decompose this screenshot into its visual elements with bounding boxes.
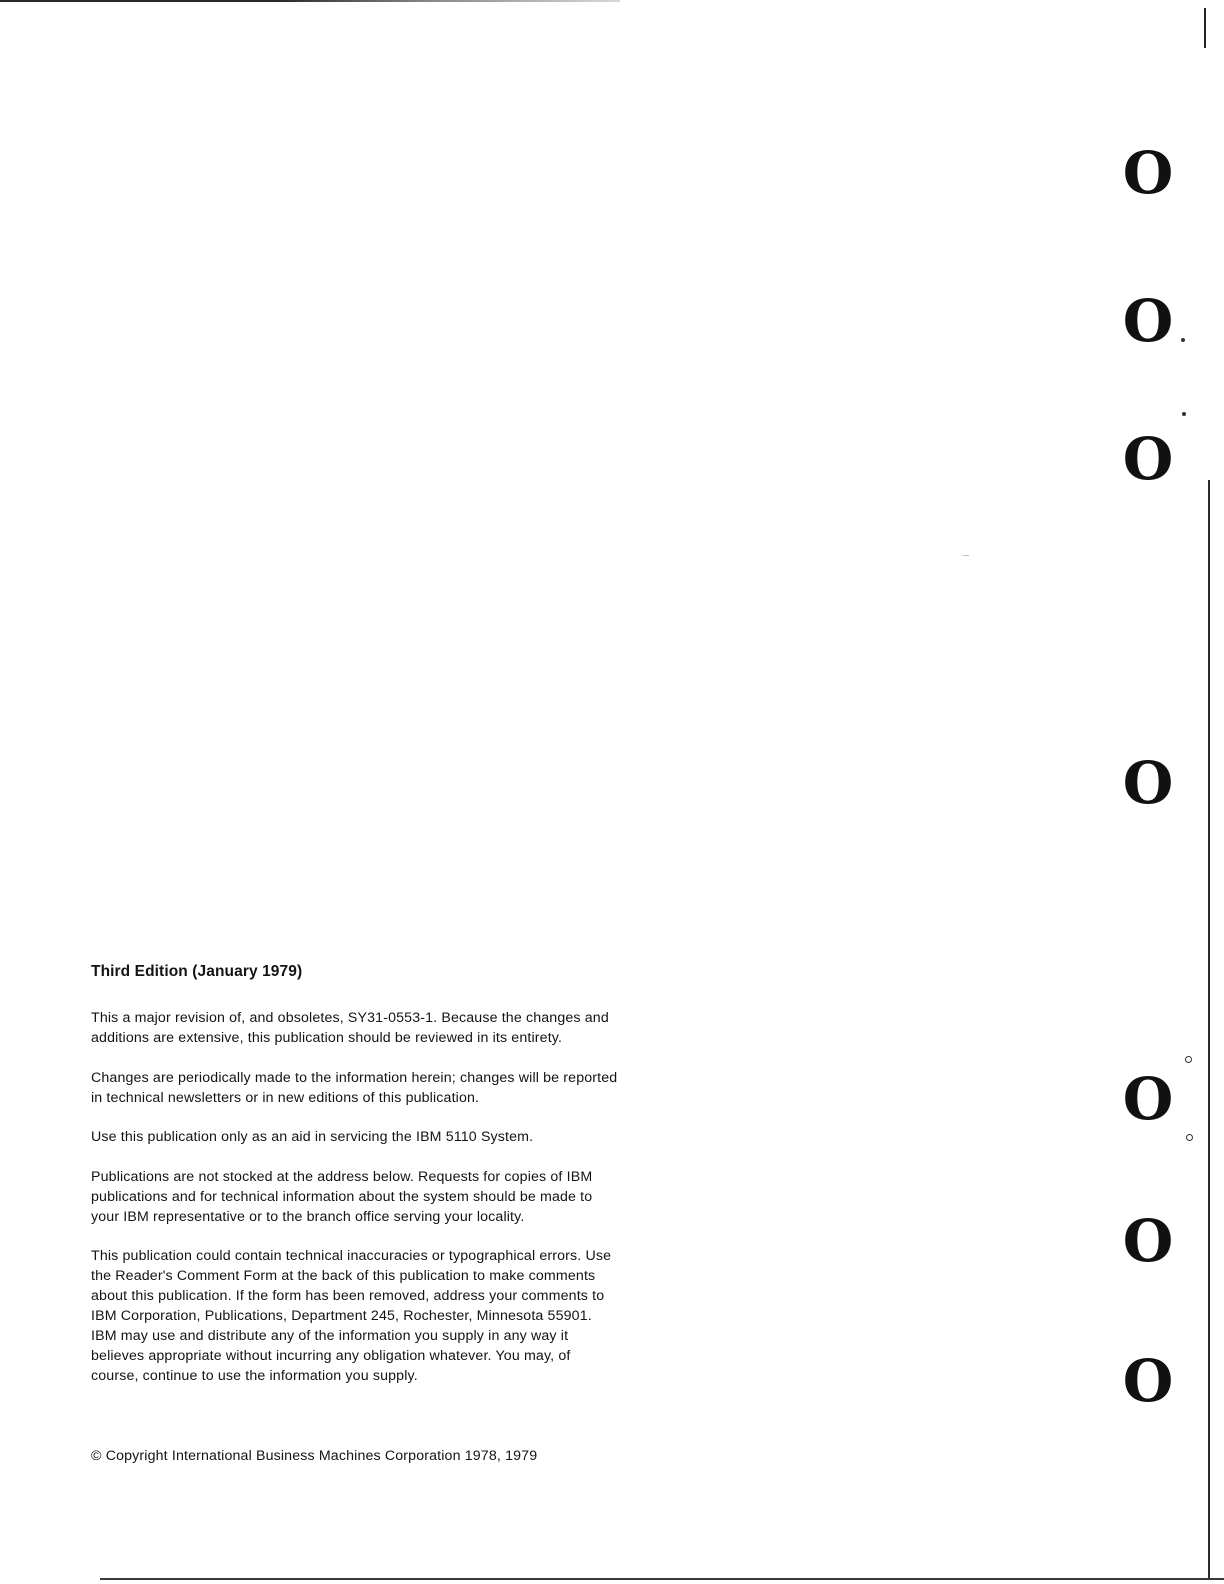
scan-speck <box>1185 1056 1192 1063</box>
binder-hole-icon: O <box>1122 139 1174 207</box>
binder-hole-icon: O <box>1122 1207 1174 1275</box>
binder-hole-icon: O <box>1122 287 1174 355</box>
edition-notice <box>91 962 731 1406</box>
comments-paragraph: This publication could contain technical inaccuracies or typographical errors. Use the Reader's Comment Form at the back of this publication to make comments about this publication. If the form has been removed, address your comments to IBM Corporation, Publications, Department 245, Rochester, Minnesota 55901. IBM may use and distribute any of the information you supply in any way it believes appropriate without incurring any obligation whatever. You may, of course, continue to use the information you supply. <box>91 1248 612 1384</box>
revision-paragraph: This a major revision of, and obsoletes, SY31-0553-1. Because the changes and additions are extensive, this publication should be reviewed in its entirety. <box>91 1010 609 1046</box>
scan-edge-top <box>0 0 620 2</box>
scan-speck <box>1182 412 1186 416</box>
edition-title: Third Edition (January 1979) <box>91 963 303 980</box>
scan-edge-right <box>1208 480 1210 1578</box>
binder-hole-icon: O <box>1122 749 1174 817</box>
scan-speck <box>1181 338 1185 342</box>
scan-mark <box>1204 8 1206 48</box>
binder-hole-icon: O <box>1122 1065 1174 1133</box>
scan-speck <box>1186 1134 1193 1141</box>
scan-speck <box>963 555 969 556</box>
usage-paragraph: Use this publication only as an aid in servicing the IBM 5110 System. <box>91 1129 534 1145</box>
binder-hole-icon: O <box>1122 425 1174 493</box>
scan-edge-bottom <box>100 1578 1224 1580</box>
changes-paragraph: Changes are periodically made to the information herein; changes will be reported in technical newsletters or in new editions of this publication. <box>91 1069 618 1106</box>
publications-paragraph: Publications are not stocked at the address below. Requests for copies of IBM publications and for technical information about the system should be made to your IBM representative or to the branch office serving your locality. <box>91 1168 593 1225</box>
binder-hole-icon: O <box>1122 1347 1174 1415</box>
copyright-notice: © Copyright International Business Machines Corporation 1978, 1979 <box>91 1448 538 1464</box>
